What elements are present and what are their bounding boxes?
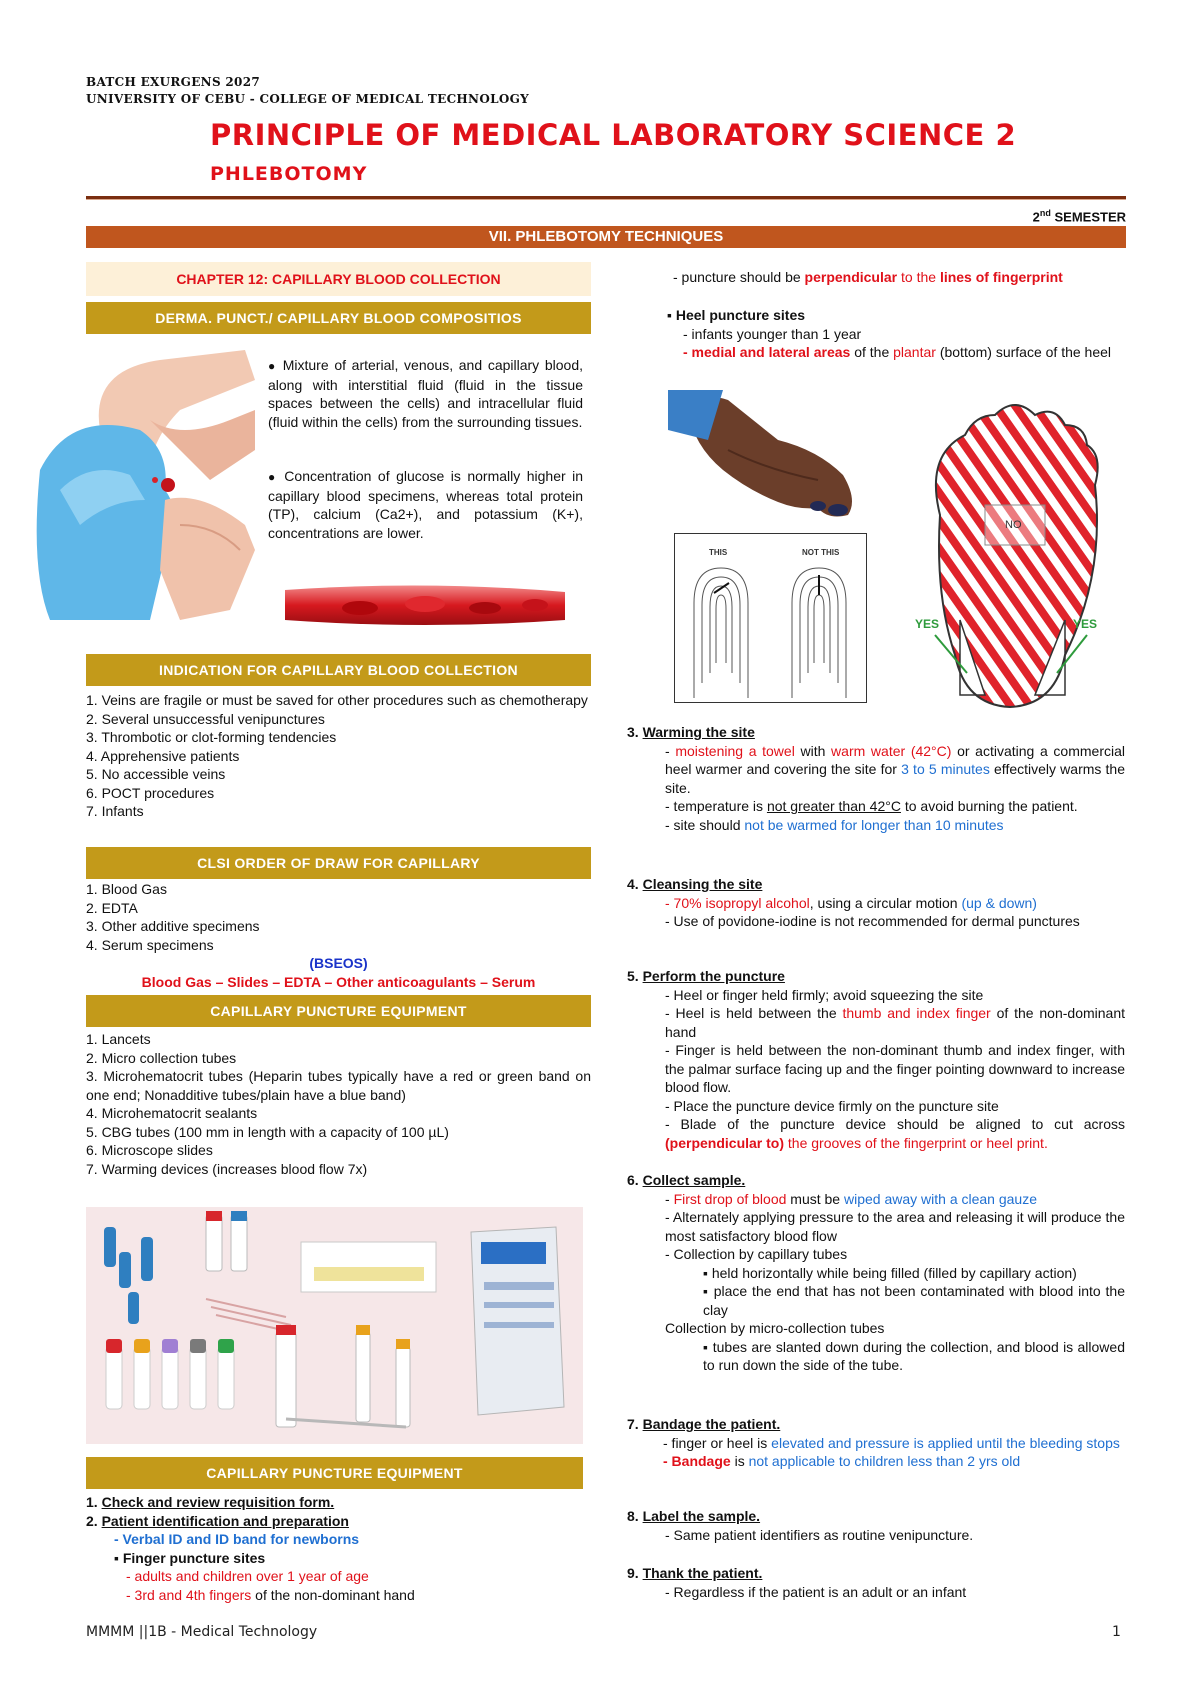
list-item: 3. Microhematocrit tubes (Heparin tubes typically have a red or green band on one end; Nonadditive tubes/plain have a blue band) (86, 1068, 591, 1103)
step-6: 6. Collect sample. - First drop of blood must be wiped away with a clean gauze - Alternately applying pressure to the area and releasing it will produce the most satisfactory blood flow - Collection by capillary tubes ▪ held horizontally while being filled (filled by capillary action) ▪ place the end that has not been contaminated with blood into the clay Collection by micro-collection tubes ▪ tubes are slanted down during the collection, and blood is allowed to run down the side of the tube. (627, 1172, 1125, 1373)
step-7: 7. Bandage the patient. - finger or heel is elevated and pressure is applied until the bleeding stops - Bandage is not applicable to children less than 2 yrs old (627, 1416, 1120, 1469)
this-label: THIS (709, 548, 728, 557)
page-number: 1 (1112, 1624, 1121, 1640)
step-1-title: Check and review requisition form. (101, 1494, 335, 1510)
heel-sites-b: - medial and lateral areas of the plantar (bottom) surface of the heel (683, 344, 1112, 360)
header-rule-light (86, 199, 1126, 200)
not-this-label: NOT THIS (802, 548, 840, 557)
list-item: 4. Microhematocrit sealants (86, 1105, 258, 1121)
verbal-id: - Verbal ID and ID band for newborns (114, 1531, 360, 1547)
list-item: 6. POCT procedures (86, 784, 215, 801)
list-item: 5. No accessible veins (86, 766, 226, 782)
university-label: UNIVERSITY OF CEBU - COLLEGE OF MEDICAL TECHNOLOGY (86, 92, 529, 106)
list-item: 2. EDTA (86, 899, 138, 916)
step-9: 9. Thank the patient. - Regardless if the patient is an adult or an infant (627, 1565, 967, 1600)
heel-sites: ▪ Heel puncture sites (667, 307, 806, 323)
list-item: 3. Other additive specimens (86, 918, 260, 934)
finger-prick-image (30, 350, 255, 620)
mnemonic: (BSEOS) (309, 955, 368, 971)
step-6-title: Collect sample. (642, 1172, 746, 1188)
step-3-title: Warming the site (642, 724, 755, 740)
step-3: 3. Warming the site - moistening a towel with warm water (42°C) or activating a commercial heel warmer and covering the site for 3 to 5 minutes effectively warms the site. - temperature is not greater than 42°C to avoid burning the patient. - site should not be warmed for longer than 10 minutes (627, 724, 1126, 833)
heel-foot-image (905, 395, 1105, 713)
list-item: 7. Infants (86, 803, 144, 819)
hand-image (668, 390, 868, 525)
equipment-heading-2: CAPILLARY PUNCTURE EQUIPMENT (86, 1457, 583, 1489)
list-item: 2. Micro collection tubes (86, 1049, 237, 1066)
step-8-title: Label the sample. (642, 1508, 761, 1524)
no-label: NO (1005, 519, 1022, 531)
list-item: 3. Thrombotic or clot-forming tendencies (86, 729, 337, 745)
step-5-title: Perform the puncture (642, 968, 785, 984)
order-heading: CLSI ORDER OF DRAW FOR CAPILLARY (86, 847, 591, 879)
perpendicular-note: - puncture should be perpendicular to the lines of fingerprint (673, 269, 1063, 285)
mnemonic-text: Blood Gas – Slides – EDTA – Other anticoagulants – Serum (141, 974, 536, 990)
list-item: 4. Serum specimens (86, 936, 214, 953)
batch-label: BATCH EXURGENS 2027 (86, 75, 260, 89)
indication-list (86, 691, 591, 821)
finger-sites: ▪ Finger puncture sites (114, 1549, 266, 1566)
semester-label: 2nd SEMESTER (1032, 208, 1126, 225)
finger-sites-b: - 3rd and 4th fingers of the non-dominant hand (126, 1586, 415, 1603)
footer-course: MMMM ||1B - Medical Technology (86, 1624, 318, 1640)
step-9-title: Thank the patient. (642, 1565, 763, 1581)
step-7-title: Bandage the patient. (642, 1416, 781, 1432)
page-subtitle: PHLEBOTOMY (210, 163, 368, 185)
list-item: 1. Veins are fragile or must be saved for other procedures such as chemotherapy (86, 692, 588, 708)
step-4-title: Cleansing the site (642, 876, 763, 892)
yes-label-right: YES (1073, 617, 1098, 631)
list-item: 1. Lancets (86, 1031, 151, 1047)
page-title: PRINCIPLE OF MEDICAL LABORATORY SCIENCE 2 (210, 118, 1017, 152)
list-item: 1. Blood Gas (86, 881, 167, 897)
composition-heading: DERMA. PUNCT./ CAPILLARY BLOOD COMPOSITIOS (86, 302, 591, 334)
step-4: 4. Cleansing the site - 70% isopropyl alcohol, using a circular motion (up & down) - Use of povidone-iodine is not recommended for dermal punctures (627, 876, 1080, 929)
composition-point-2: ● Concentration of glucose is normally higher in capillary blood specimens, whereas total protein (TP), calcium (Ca2+), and potassium (K+), concentrations are lower. (268, 468, 584, 541)
blood-vessel-image (280, 580, 570, 630)
order-list (86, 880, 591, 954)
composition-point-1: ● Mixture of arterial, venous, and capillary blood, along with interstitial fluid (fluid in the tissue spaces between the cells) and intracellular fluid (fluid within the cells) from the surrounding tissues. (268, 357, 583, 430)
list-item: 6. Microscope slides (86, 1142, 213, 1158)
finger-sites-a: - adults and children over 1 year of age (126, 1568, 369, 1584)
equipment-heading: CAPILLARY PUNCTURE EQUIPMENT (86, 995, 591, 1027)
equipment-list (86, 1030, 591, 1178)
section-band: VII. PHLEBOTOMY TECHNIQUES (86, 226, 1126, 248)
list-item: 4. Apprehensive patients (86, 747, 240, 764)
list-item: 2. Several unsuccessful venipunctures (86, 710, 325, 727)
list-item: 7. Warming devices (increases blood flow 7x) (86, 1160, 368, 1177)
fingerprint-image (674, 533, 867, 703)
step-2-title: Patient identification and preparation (101, 1512, 349, 1529)
step-8: 8. Label the sample. - Same patient identifiers as routine venipuncture. (627, 1508, 974, 1543)
list-item: 5. CBG tubes (100 mm in length with a capacity of 100 µL) (86, 1123, 449, 1140)
step-5: 5. Perform the puncture - Heel or finger held firmly; avoid squeezing the site - Heel is held between the thumb and index finger of the non-dominant hand - Finger is held between the non-dominant thumb and index finger, with the palmar surface facing up and the finger pointing downward to increase blood flow. - Place the puncture device firmly on the puncture site - Blade of the puncture device should be aligned to cut across (perpendicular to) the grooves of the fingerprint or heel print. (627, 968, 1125, 1151)
indication-heading: INDICATION FOR CAPILLARY BLOOD COLLECTION (86, 654, 591, 686)
steps-start: 1. Check and review requisition form. 2. Patient identification and preparation - Verbal ID and ID band for newborns ▪ Finger puncture sites - adults and children over 1 year of age - 3rd and 4th fingers of the non-dominant hand (86, 1493, 591, 1604)
chapter-heading: CHAPTER 12: CAPILLARY BLOOD COLLECTION (86, 262, 591, 296)
heel-sites-a: - infants younger than 1 year (683, 326, 862, 342)
equipment-photo (86, 1207, 583, 1444)
yes-label-left: YES (915, 617, 940, 631)
